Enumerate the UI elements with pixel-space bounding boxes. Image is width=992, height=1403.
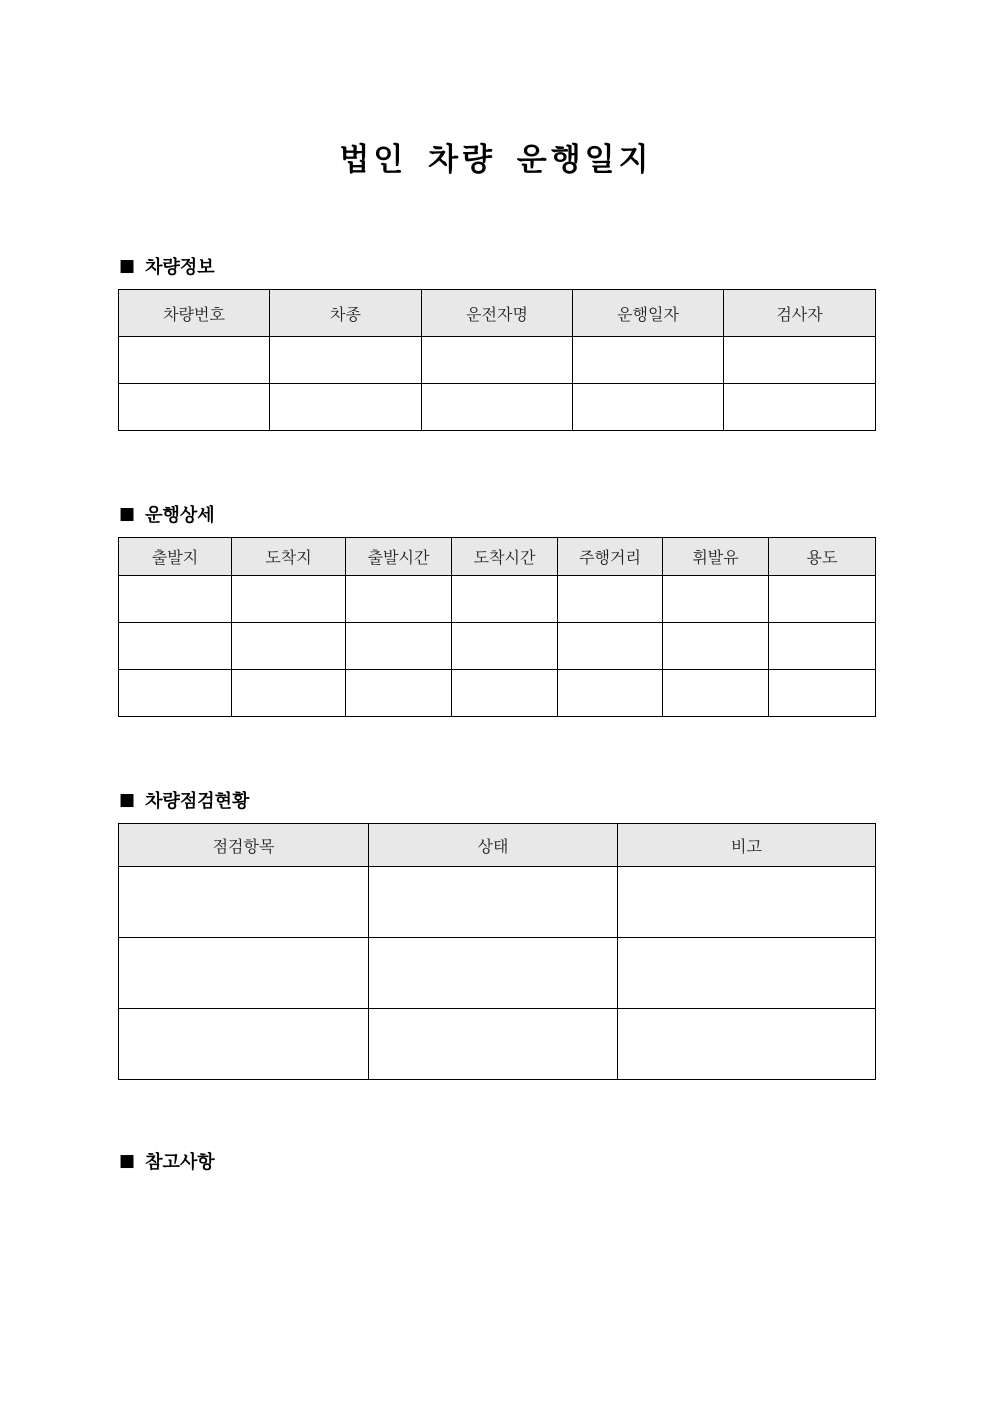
section-title: 운행상세 [145, 505, 215, 526]
column-header: 검사자 [724, 290, 876, 337]
table-cell[interactable] [769, 576, 876, 623]
column-header: 휘발유 [663, 538, 769, 576]
column-header: 주행거리 [558, 538, 663, 576]
operation-detail-table [118, 537, 876, 717]
table-cell[interactable] [618, 867, 876, 938]
table-cell[interactable] [119, 938, 369, 1009]
table-cell[interactable] [119, 337, 270, 384]
column-header: 점검항목 [119, 824, 369, 867]
table-cell[interactable] [663, 576, 769, 623]
table-row [119, 670, 876, 717]
table-cell[interactable] [232, 670, 346, 717]
table-cell[interactable] [573, 384, 724, 431]
section-heading-operation-detail [119, 501, 215, 527]
table-cell[interactable] [232, 623, 346, 670]
table-cell[interactable] [270, 384, 422, 431]
table-cell[interactable] [119, 576, 232, 623]
inspection-table [118, 823, 876, 1080]
section-title: 차량점검현황 [145, 791, 250, 812]
table-cell[interactable] [119, 1009, 369, 1080]
table-cell[interactable] [558, 576, 663, 623]
table-row [119, 384, 876, 431]
table-row [119, 1009, 876, 1080]
table-cell[interactable] [119, 384, 270, 431]
section-title: 차량정보 [145, 257, 215, 278]
table-row [119, 867, 876, 938]
vehicle-info-table [118, 289, 876, 431]
table-cell[interactable] [724, 337, 876, 384]
header-row [119, 290, 876, 337]
table-cell[interactable] [232, 576, 346, 623]
table-cell[interactable] [270, 337, 422, 384]
table-cell[interactable] [618, 1009, 876, 1080]
table-cell[interactable] [573, 337, 724, 384]
table-cell[interactable] [346, 670, 452, 717]
table-cell[interactable] [422, 384, 573, 431]
table-cell[interactable] [119, 670, 232, 717]
table-cell[interactable] [346, 576, 452, 623]
table-cell[interactable] [769, 623, 876, 670]
table-cell[interactable] [346, 623, 452, 670]
table-cell[interactable] [452, 576, 558, 623]
table-cell[interactable] [119, 623, 232, 670]
table-cell[interactable] [724, 384, 876, 431]
column-header: 출발시간 [346, 538, 452, 576]
square-bullet-icon: ■ [119, 790, 136, 810]
column-header: 비고 [618, 824, 876, 867]
column-header: 출발지 [119, 538, 232, 576]
column-header: 운전자명 [422, 290, 573, 337]
table-cell[interactable] [119, 867, 369, 938]
square-bullet-icon: ■ [119, 1151, 136, 1171]
table-row [119, 623, 876, 670]
column-header: 도착시간 [452, 538, 558, 576]
table-cell[interactable] [422, 337, 573, 384]
header-row [119, 538, 876, 576]
table-cell[interactable] [452, 623, 558, 670]
section-heading-vehicle-info [119, 253, 215, 279]
table-cell[interactable] [369, 938, 618, 1009]
table-cell[interactable] [452, 670, 558, 717]
header-row [119, 824, 876, 867]
table-cell[interactable] [558, 670, 663, 717]
square-bullet-icon: ■ [119, 504, 136, 524]
column-header: 용도 [769, 538, 876, 576]
table-cell[interactable] [663, 670, 769, 717]
table-row [119, 938, 876, 1009]
column-header: 차량번호 [119, 290, 270, 337]
table-cell[interactable] [663, 623, 769, 670]
column-header: 상태 [369, 824, 618, 867]
table-cell[interactable] [618, 938, 876, 1009]
table-row [119, 576, 876, 623]
square-bullet-icon: ■ [119, 256, 136, 276]
column-header: 도착지 [232, 538, 346, 576]
column-header: 운행일자 [573, 290, 724, 337]
table-row [119, 337, 876, 384]
document-title: 법인 차량 운행일지 [339, 142, 653, 178]
section-heading-notes [119, 1148, 215, 1174]
table-cell[interactable] [369, 867, 618, 938]
table-cell[interactable] [769, 670, 876, 717]
table-cell[interactable] [558, 623, 663, 670]
section-heading-inspection [119, 787, 249, 813]
section-title: 참고사항 [145, 1152, 215, 1173]
column-header: 차종 [270, 290, 422, 337]
table-cell[interactable] [369, 1009, 618, 1080]
